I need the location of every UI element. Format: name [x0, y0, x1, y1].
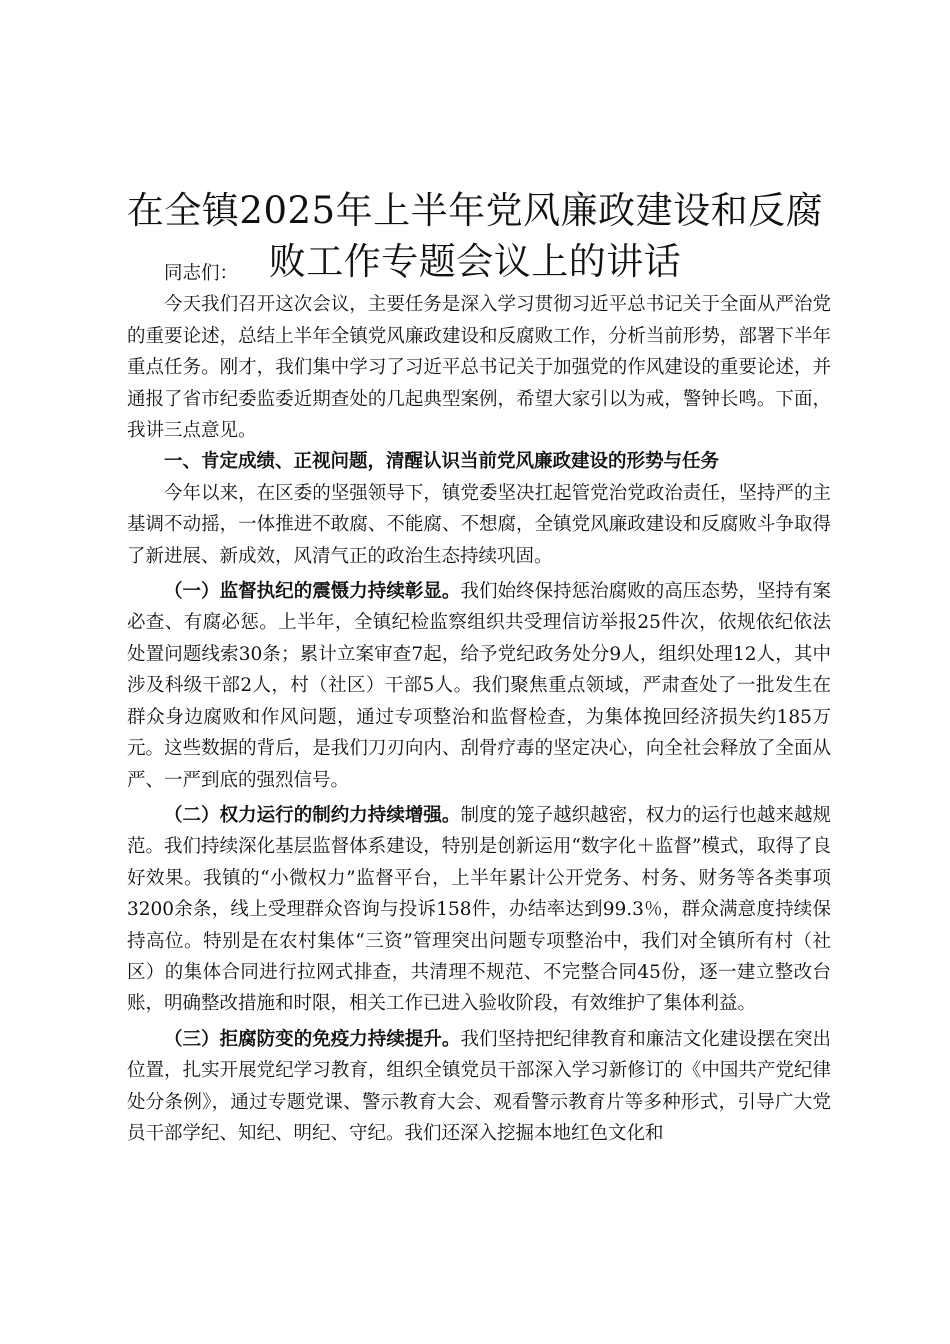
item-3-lead: （三）拒腐防变的免疫力持续提升。 [164, 1028, 461, 1050]
item-2-paragraph [127, 800, 831, 1020]
page-title: 在全镇2025年上半年党风廉政建设和反腐败工作专题会议上的讲话 [126, 188, 824, 283]
item-2-text: 制度的笼子越织越密，权力的运行也越来越规范。我们持续深化基层监督体系建设，特别是创新运用“数字化＋监督”模式，取得了良好效果。我镇的“小微权力”监督平台，上半年累计公开党务、村务、财务等各类事项3200余条，线上受理群众咨询与投诉158件，办结率达到99.3％，群众满意度持续保持高位。特别是在农村集体“三资”管理突出问题专项整治中，我们对全镇所有村（社区）的集体合同进行拉网式排查，共清理不规范、不完整合同45份，逐一建立整改台账，明确整改措施和时限，相关工作已进入验收阶段，有效维护了集体利益。 [127, 804, 831, 1015]
item-1-lead: （一）监督执纪的震慑力持续彰显。 [164, 581, 461, 603]
item-3-paragraph [127, 1024, 831, 1150]
item-1-paragraph [127, 576, 831, 796]
section-1-heading: 一、肯定成绩、正视问题，清醒认识当前党风廉政建设的形势与任务 [164, 451, 720, 473]
document-body [127, 258, 831, 1149]
salutation: 同志们： [164, 263, 239, 284]
item-3-text: 我们坚持把纪律教育和廉洁文化建设摆在突出位置，扎实开展党纪学习教育，组织全镇党员干部深入学习新修订的《中国共产党纪律处分条例》，通过专题党课、警示教育大会、观看警示教育片等多种形式，引导广大党员干部学纪、知纪、明纪、守纪。我们还深入挖掘本地红色文化和 [127, 1028, 831, 1144]
item-1-text: 我们始终保持惩治腐败的高压态势，坚持有案必查、有腐必惩。上半年，全镇纪检监察组织共受理信访举报25件次，依规依纪依法处置问题线索30条；累计立案审查7起，给予党纪政务处分9人，组织处理12人，其中涉及科级干部2人，村（社区）干部5人。我们聚焦重点领域，严肃查处了一批发生在群众身边腐败和作风问题，通过专项整治和监督检查，为集体挽回经济损失约185万元。这些数据的背后，是我们刀刃向内、刮骨疗毒的坚定决心，向全社会释放了全面从严、一严到底的强烈信号。 [127, 581, 831, 791]
intro-paragraph: 今天我们召开这次会议，主要任务是深入学习贯彻习近平总书记关于全面从严治党的重要论述，总结上半年全镇党风廉政建设和反腐败工作，分析当前形势，部署下半年重点任务。刚才，我们集中学习了习近平总书记关于加强党的作风建设的重要论述，并通报了省市纪委监委近期查处的几起典型案例，希望大家引以为戒，警钟长鸣。下面，我讲三点意见。 [127, 294, 831, 442]
section-1-paragraph: 今年以来，在区委的坚强领导下，镇党委坚决扛起管党治党政治责任，坚持严的主基调不动摇，一体推进不敢腐、不能腐、不想腐，全镇党风廉政建设和反腐败斗争取得了新进展、新成效，风清气正的政治生态持续巩固。 [127, 482, 831, 567]
item-2-lead: （二）权力运行的制约力持续增强。 [164, 804, 461, 826]
